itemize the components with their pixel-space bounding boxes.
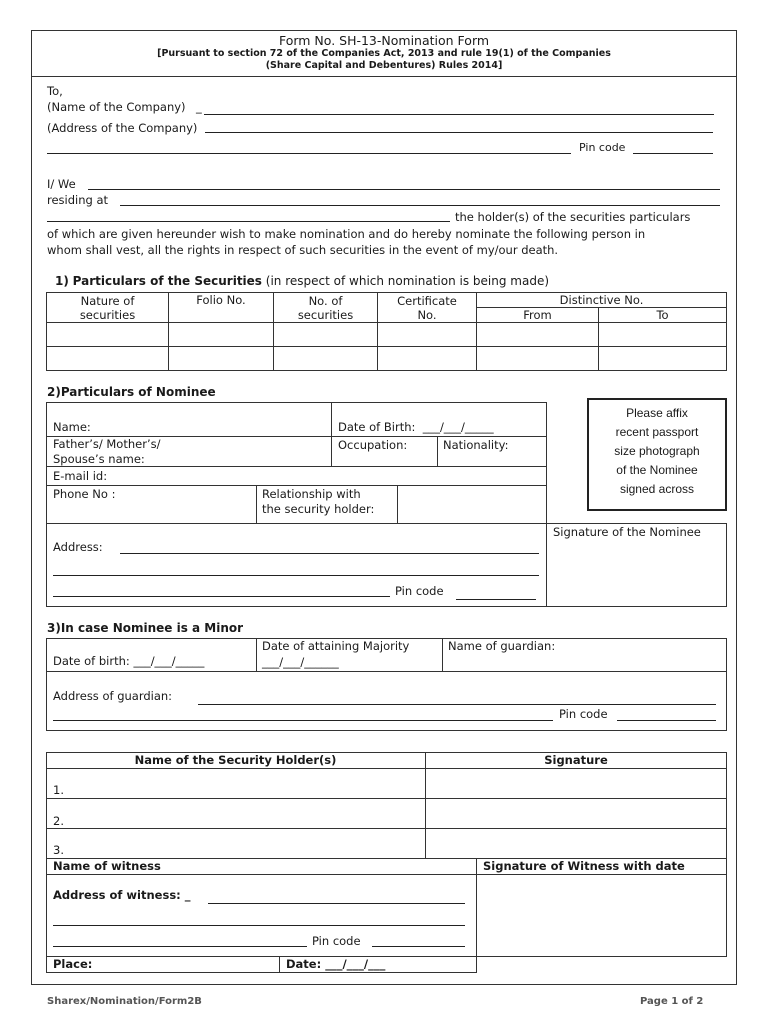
guardian-pin-code-line[interactable]	[617, 720, 716, 721]
residing-at-line-2[interactable]	[47, 221, 450, 222]
table-row	[47, 323, 727, 347]
company-name-line[interactable]	[204, 114, 714, 115]
table-cell[interactable]	[599, 323, 727, 347]
witness-address-label: Address of witness: _	[53, 888, 191, 902]
residing-at-line-1[interactable]	[120, 205, 720, 206]
declaration-line2: of which are given hereunder wish to make nomination and do hereby nominate the following person in	[47, 227, 646, 241]
nominee-name-label: Name:	[53, 420, 91, 434]
table-cell[interactable]	[169, 347, 274, 371]
securities-table	[46, 292, 727, 371]
i-we-line[interactable]	[88, 189, 720, 190]
footer-reference: Sharex/Nomination/Form2B	[47, 996, 202, 1007]
nominee-address-line-2[interactable]	[53, 575, 539, 576]
nominee-parent-label: Father’s/ Mother’s/ Spouse’s name:	[53, 437, 161, 466]
section1-number: 1)	[55, 274, 69, 288]
nominee-pin-code-line[interactable]	[456, 599, 536, 600]
nominee-occupation-label: Occupation:	[338, 438, 408, 452]
holder-name-header: Name of the Security Holder(s)	[134, 753, 337, 767]
minor-dob-blank[interactable]: ___/___/_____	[133, 654, 205, 668]
table-cell[interactable]	[274, 323, 378, 347]
table-cell[interactable]	[477, 323, 599, 347]
holder-signature-header: Signature	[544, 753, 608, 767]
declaration-line3: whom shall vest, all the rights in respect of such securities in the event of my/our death.	[47, 243, 559, 257]
nominee-email-label: E-mail id:	[53, 469, 108, 483]
form-subtitle-line2: (Share Capital and Debentures) Rules 2014]	[265, 60, 503, 71]
holder-row-3: 3.	[53, 843, 64, 857]
nominee-address-label: Address:	[53, 540, 103, 554]
nominee-relationship-label: Relationship with the security holder:	[262, 487, 375, 516]
table-cell[interactable]	[47, 347, 169, 371]
nominee-address-box	[46, 523, 547, 607]
form-title: Form No. SH-13-Nomination Form	[278, 33, 490, 48]
footer-page-number: Page 1 of 2	[640, 996, 704, 1007]
nominee-phone-label: Phone No :	[53, 487, 116, 501]
holder-text: the holder(s) of the securities particulars	[455, 210, 691, 224]
section1-note: (in respect of which nomination is being made)	[265, 274, 550, 288]
photo-box: Please affix recent passport size photograph of the Nominee signed across	[587, 398, 727, 511]
header-divider	[31, 76, 737, 77]
company-address-line-1[interactable]	[205, 132, 713, 133]
section3-heading: 3)In case Nominee is a Minor	[47, 621, 244, 635]
witness-signature-label: Signature of Witness with date	[483, 859, 685, 873]
date-blank[interactable]: ___/___/___	[325, 957, 386, 971]
date-label: Date: ___/___/___	[286, 957, 386, 971]
minor-dob-label: Date of birth: ___/___/_____	[53, 654, 205, 668]
witness-pin-code-label: Pin code	[312, 934, 361, 948]
witness-address-line-1[interactable]	[208, 903, 465, 904]
col-distinctive-header: Distinctive No.	[477, 293, 727, 308]
company-name-mark: _	[196, 100, 202, 114]
table-cell[interactable]	[378, 323, 477, 347]
witness-address-line-2[interactable]	[53, 925, 465, 926]
witness-address-line-3[interactable]	[53, 946, 307, 947]
residing-at-label: residing at	[47, 193, 109, 207]
minor-majority-label: Date of attaining Majority	[262, 639, 410, 653]
guardian-address-line-1[interactable]	[198, 704, 716, 705]
nominee-signature-label: Signature of the Nominee	[553, 525, 701, 539]
nominee-address-line-3[interactable]	[53, 596, 390, 597]
witness-name-label: Name of witness	[53, 859, 161, 873]
section1-title: Particulars of the Securities	[72, 274, 262, 288]
col-nature-header: Nature of securities	[47, 293, 169, 323]
guardian-address-label: Address of guardian:	[53, 689, 173, 703]
col-to-header: To	[599, 308, 727, 323]
company-pin-code-label: Pin code	[579, 141, 626, 154]
section1-heading	[55, 274, 549, 288]
table-cell[interactable]	[599, 347, 727, 371]
witness-pin-code-line[interactable]	[372, 946, 465, 947]
table-row	[47, 347, 727, 371]
holder-row-1: 1.	[53, 783, 64, 797]
table-cell[interactable]	[169, 323, 274, 347]
nominee-nationality-label: Nationality:	[443, 438, 509, 452]
minor-majority-blank[interactable]: ___/___/______	[262, 655, 339, 669]
to-label: To,	[47, 84, 63, 98]
i-we-label: I/ We	[47, 177, 76, 191]
col-certificate-header: Certificate No.	[378, 293, 477, 323]
nominee-address-line-1[interactable]	[120, 553, 539, 554]
col-from-header: From	[477, 308, 599, 323]
guardian-pin-code-label: Pin code	[559, 707, 608, 721]
guardian-name-label: Name of guardian:	[448, 639, 556, 653]
nominee-dob-label: Date of Birth: ___/___/_____	[338, 420, 494, 434]
col-num-securities-header: No. of securities	[274, 293, 378, 323]
table-cell[interactable]	[274, 347, 378, 371]
form-subtitle-line1: [Pursuant to section 72 of the Companies Act, 2013 and rule 19(1) of the Companies	[157, 48, 611, 59]
company-address-label: (Address of the Company)	[47, 121, 198, 135]
nominee-pin-code-label: Pin code	[395, 584, 444, 598]
company-name-label: (Name of the Company)	[47, 100, 186, 114]
table-cell[interactable]	[47, 323, 169, 347]
company-address-line-2[interactable]	[47, 153, 571, 154]
col-folio-header: Folio No.	[169, 293, 274, 323]
nominee-dob-blank[interactable]: ___/___/_____	[422, 420, 494, 434]
guardian-address-line-2[interactable]	[53, 720, 553, 721]
place-label: Place:	[53, 957, 93, 971]
company-pin-code-line[interactable]	[633, 153, 713, 154]
table-cell[interactable]	[378, 347, 477, 371]
holder-row-2: 2.	[53, 814, 64, 828]
table-cell[interactable]	[477, 347, 599, 371]
section2-heading: 2)Particulars of Nominee	[47, 385, 216, 399]
